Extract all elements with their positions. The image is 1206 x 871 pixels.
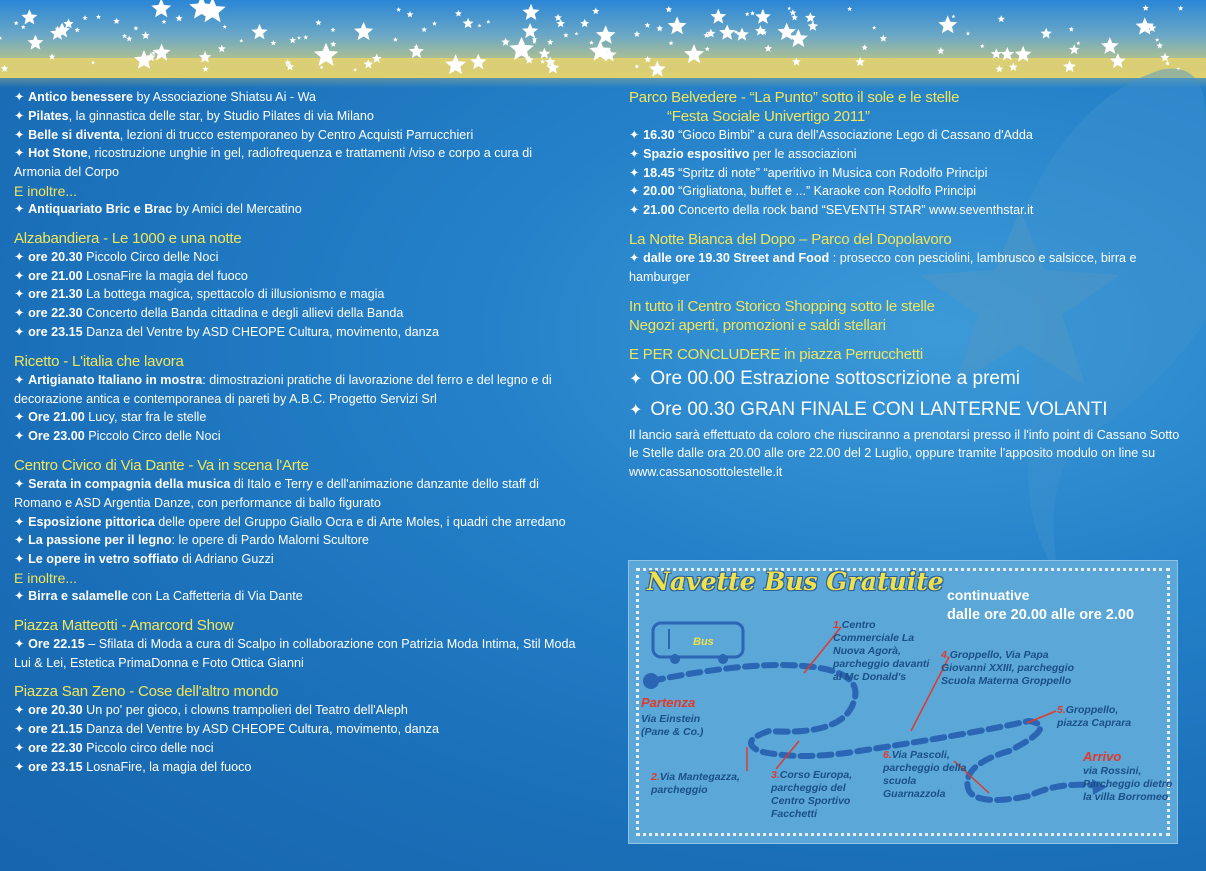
item-highlight: Antiquariato Bric e Brac [28, 201, 173, 216]
item-text: , la ginnastica delle star, by Studio Pilates di via Milano [68, 108, 374, 123]
left-column [14, 88, 580, 777]
program-item [14, 304, 580, 323]
program-item [629, 126, 1189, 145]
program-item [14, 587, 580, 606]
star-bullet-icon: ✦ [14, 429, 29, 444]
item-text: : dimostrazioni pratiche di lavorazione del ferro e del legno e di decorazione antica e contemporanea di pareti by A.B.C. Progetto Servizi Srl [14, 372, 552, 406]
item-highlight: Belle si diventa [28, 127, 120, 142]
map-subtitle-1: continuative [947, 587, 1030, 603]
map-title: Navette Bus Gratuite [647, 567, 944, 596]
section-heading: E PER CONCLUDERE in piazza Perrucchetti [629, 345, 923, 363]
item-highlight: 16.30 [643, 128, 675, 142]
program-item [14, 720, 580, 739]
item-text: “Gioco Bimbi” a cura dell'Associazione Lego di Cassano d'Adda [674, 128, 1033, 142]
item-text: Concerto della Banda cittadina e degli allievi della Banda [82, 306, 404, 321]
right-column [629, 88, 1189, 482]
star-bullet-icon: ✦ [14, 533, 29, 548]
star-bullet-icon: ✦ [14, 476, 29, 491]
item-text: Un po' per gioco, i clowns trampolieri del Teatro dell'Aleph [82, 703, 408, 718]
item-highlight: ore 23.15 [28, 759, 83, 774]
item-highlight: Esposizione pittorica [28, 514, 155, 529]
program-item [14, 427, 580, 446]
map-subtitle-2: dalle ore 20.00 alle ore 2.00 [947, 607, 1135, 623]
item-text: LosnaFire, la magia del fuoco [82, 759, 252, 774]
item-text: di Adriano Guzzi [178, 552, 274, 567]
item-text: , lezioni di trucco estemporaneo by Centro Acquisti Parrucchieri [119, 127, 474, 142]
also-note: E inoltre... [14, 182, 78, 199]
star-bullet-icon: ✦ [14, 514, 29, 529]
finale-item: ✦ Ore 00.00 Estrazione sottoscrizione a premi [629, 367, 1021, 389]
program-item [629, 164, 1189, 183]
program-item [14, 371, 580, 409]
program-item [629, 249, 1189, 287]
star-bullet-icon: ✦ [14, 306, 29, 321]
star-bullet-icon: ✦ [14, 324, 29, 339]
item-text: delle opere del Gruppo Giallo Ocra e di Arte Moles, i quadri che arredano [154, 514, 566, 529]
item-highlight: Pilates [28, 108, 69, 123]
item-text: Danza del Ventre by ASD CHEOPE Cultura, movimento, danza [82, 722, 439, 737]
start-point [643, 673, 659, 689]
section-heading: In tutto il Centro Storico Shopping sotto le stelle [629, 297, 935, 315]
item-highlight: La passione per il legno [28, 533, 172, 548]
star-bullet-icon: ✦ [14, 636, 29, 651]
star-bullet-icon: ✦ [14, 268, 29, 283]
item-highlight: ore 22.30 [28, 306, 83, 321]
item-highlight: Antico benessere [28, 90, 134, 104]
star-bullet-icon: ✦ [629, 203, 644, 218]
item-highlight: Ore 23.00 [28, 429, 85, 444]
section-heading: Centro Civico di Via Dante - Va in scena l'Arte [14, 456, 309, 474]
program-item [14, 88, 580, 107]
start-place: Via Einstein (Pane & Co.) [641, 713, 704, 738]
shuttle-bus-map [628, 560, 1178, 844]
item-highlight: 21.00 [643, 203, 675, 218]
item-text: di Italo e Terry e dell'animazione danzante dello staff di Romano e ASD Argentia Danze, con performance di ballo figurato [14, 476, 539, 510]
also-note: E inoltre... [14, 569, 78, 586]
section-heading: Piazza Matteotti - Amarcord Show [14, 616, 234, 634]
program-item [629, 145, 1189, 164]
item-text: : prosecco con pesciolini, lambrusco e salsicce, birra e hamburger [629, 250, 1137, 284]
star-bullet-icon: ✦ [14, 372, 29, 387]
program-item [14, 758, 580, 777]
program-item [14, 144, 580, 182]
stop-2: 2.Via Mantegazza, parcheggio [651, 771, 740, 796]
item-highlight: Birra e salamelle [28, 588, 129, 603]
item-text: Piccolo circo delle noci [82, 740, 214, 755]
program-item [14, 285, 580, 304]
program-item [14, 701, 580, 720]
item-text: La bottega magica, spettacolo di illusionismo e magia [82, 287, 385, 302]
finale-item: ✦ Ore 00.30 GRAN FINALE CON LANTERNE VOLANTI [629, 398, 1108, 420]
item-highlight: Ore 21.00 [28, 410, 85, 425]
stop-3: 3.Corso Europa, parcheggio del Centro Sportivo Facchetti [771, 769, 853, 820]
item-text: Lucy, star fra le stelle [84, 410, 207, 425]
program-item [629, 201, 1189, 220]
start-label: Partenza [641, 695, 696, 710]
program-item [14, 248, 580, 267]
star-bullet-icon: ✦ [14, 703, 29, 718]
item-text: per le associazioni [749, 146, 857, 161]
star-bullet-icon: ✦ [14, 552, 29, 567]
stop-1: 1.Centro Commerciale La Nuova Agorà, parcheggio davanti al Mc Donald's [833, 619, 930, 683]
item-highlight: 18.45 [643, 165, 675, 180]
star-bullet-icon: ✦ [14, 108, 29, 123]
star-bullet-icon: ✦ [14, 588, 29, 603]
section-heading: Piazza San Zeno - Cose dell'altro mondo [14, 683, 279, 701]
program-item [14, 531, 580, 550]
item-text: “Spritz di note” “aperitivo in Musica con Rodolfo Principi [674, 165, 988, 180]
item-text: Concerto della rock band “SEVENTH STAR” www.seventhstar.it [674, 203, 1034, 218]
item-highlight: dalle ore 19.30 Street and Food [643, 250, 830, 265]
item-text: , ricostruzione unghie in gel, radiofrequenza e trattamenti /viso e corpo a cura di Armonia del Corpo [14, 146, 533, 180]
item-text: “Grigliatona, buffet e ...” Karaoke con Rodolfo Principi [674, 184, 977, 199]
item-highlight: Le opere in vetro soffiato [28, 552, 179, 567]
star-bullet-icon: ✦ [14, 201, 29, 216]
item-highlight: Artigianato Italiano in mostra [28, 372, 203, 387]
star-bullet-icon: ✦ [14, 146, 29, 161]
item-highlight: 20.00 [643, 184, 675, 199]
stop-5: 5.Groppello, piazza Caprara [1057, 704, 1132, 729]
program-item [14, 126, 580, 145]
item-text: by Amici del Mercatino [172, 201, 302, 216]
program-item [14, 323, 580, 342]
end-place: via Rossini, Parcheggio dietro la villa Borromeo [1083, 765, 1173, 803]
lanterns-note: Il lancio sarà effettuato da coloro che riusciranno a prenotarsi presso il l'info point di Cassano Sotto le Stelle dalle ora 20.00 alle ore 22.00 del 2 Luglio, oppure tramite l'apposito modulo on line su www.cassanosottolestelle.it [629, 427, 1180, 480]
program-item [14, 513, 580, 532]
item-text: by Associazione Shiatsu Ai - Wa [133, 90, 316, 104]
item-text: Danza del Ventre by ASD CHEOPE Cultura, movimento, danza [82, 324, 439, 339]
item-text: : le opere di Pardo Malorni Scultore [171, 533, 369, 548]
star-bullet-icon: ✦ [629, 165, 644, 180]
program-item [14, 739, 580, 758]
section-heading: La Notte Bianca del Dopo – Parco del Dopolavoro [629, 230, 952, 248]
section-heading: Alzabandiera - Le 1000 e una notte [14, 229, 242, 247]
star-bullet-icon: ✦ [14, 759, 29, 774]
program-item [14, 550, 580, 569]
item-highlight: ore 21.15 [28, 722, 83, 737]
star-bullet-icon: ✦ [629, 184, 644, 199]
item-text: con La Caffetteria di Via Dante [128, 588, 303, 603]
section-heading: Negozi aperti, promozioni e saldi stellari [629, 316, 886, 334]
star-bullet-icon: ✦ [629, 401, 643, 419]
item-highlight: ore 20.30 [28, 249, 83, 264]
star-bullet-icon: ✦ [14, 249, 29, 264]
section-subheading: “Festa Sociale Univertigo 2011” [667, 108, 870, 125]
item-highlight: Ore 22.15 [28, 636, 85, 651]
star-bullet-icon: ✦ [14, 410, 29, 425]
program-item [14, 267, 580, 286]
item-highlight: Hot Stone [28, 146, 88, 161]
item-highlight: ore 23.15 [28, 324, 83, 339]
star-bullet-icon: ✦ [14, 90, 29, 104]
section-heading: Parco Belvedere - “La Punto” sotto il sole e le stelle [629, 89, 960, 106]
stop-4: 4.Groppello, Via Papa Giovanni XXIII, parcheggio Scuola Materna Groppello [941, 649, 1075, 687]
item-highlight: ore 20.30 [28, 703, 83, 718]
star-bullet-icon: ✦ [629, 250, 644, 265]
item-text: – Sfilata di Moda a cura di Scalpo in collaborazione con Patrizia Moda Intima, Stil Moda Lui & Lei, Estetica PrimaDonna e Foto Ottica Gianni [14, 636, 576, 670]
item-text: LosnaFire la magia del fuoco [82, 268, 248, 283]
program-item [14, 200, 580, 219]
item-highlight: Serata in compagnia della musica [28, 476, 231, 491]
star-bullet-icon: ✦ [629, 128, 644, 142]
item-highlight: ore 22.30 [28, 740, 83, 755]
star-bullet-icon: ✦ [14, 127, 29, 142]
star-bullet-icon: ✦ [14, 722, 29, 737]
star-bullet-icon: ✦ [629, 146, 644, 161]
end-label: Arrivo [1083, 749, 1122, 764]
section-heading: Ricetto - L'italia che lavora [14, 352, 184, 370]
star-bullet-icon: ✦ [14, 740, 29, 755]
program-item [14, 635, 580, 673]
star-bullet-icon: ✦ [629, 370, 643, 388]
item-text: Piccolo Circo delle Noci [82, 249, 219, 264]
item-highlight: ore 21.30 [28, 287, 83, 302]
program-item [629, 182, 1189, 201]
program-item [14, 475, 580, 513]
bus-label: Bus [693, 636, 714, 648]
item-highlight: Spazio espositivo [643, 146, 750, 161]
star-bullet-icon: ✦ [14, 287, 29, 302]
program-item [14, 107, 580, 126]
item-text: Piccolo Circo delle Noci [84, 429, 221, 444]
stop-6: 6.Via Pascoli, parcheggio della scuola Guarnazzola [883, 749, 967, 800]
program-item [14, 408, 580, 427]
item-highlight: ore 21.00 [28, 268, 83, 283]
